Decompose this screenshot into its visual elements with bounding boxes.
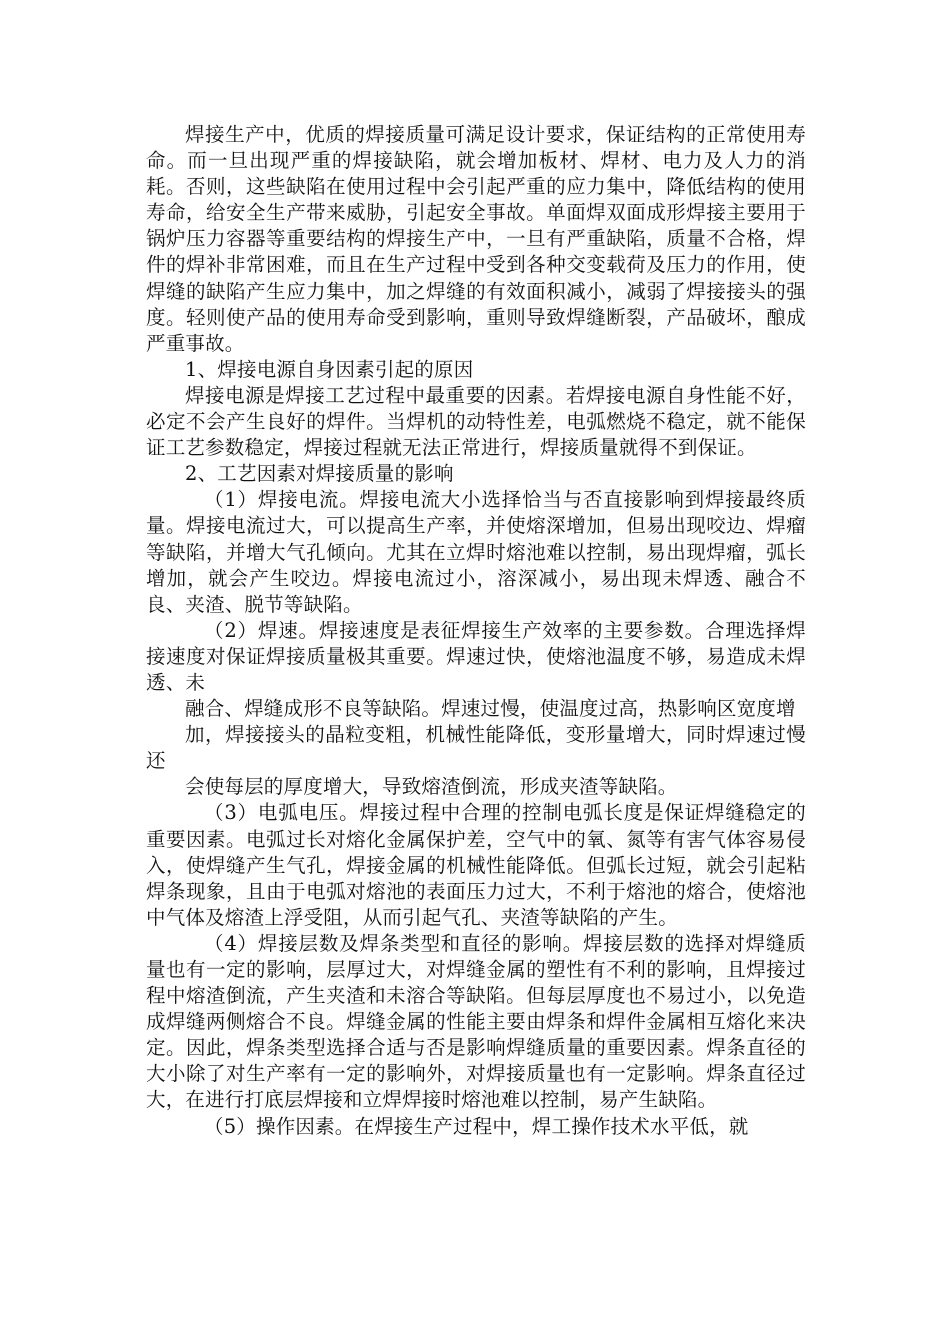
paragraph-arc-voltage: （3）电弧电压。焊接过程中合理的控制电弧长度是保证焊缝稳定的重要因素。电弧过长对熔化金属保护差，空气中的氧、氮等有害气体容易侵入，使焊缝产生气孔，焊接金属的机械性能降低。但弧长过短，就会引起粘焊条现象，且由于电弧对熔池的表面压力过大，不利于熔池的熔合，使熔池中气体及熔渣上浮受阻，从而引起气孔、夹渣等缺陷的产生。: [146, 801, 806, 929]
paragraph-welding-speed: （2）焊速。焊接速度是表征焊接生产效率的主要参数。合理选择焊接速度对保证焊接质量极其重要。焊速过快，使熔池温度不够，易造成未焊透、未: [146, 618, 806, 694]
paragraph-welding-speed-cont-3: 会使每层的厚度增大，导致熔渣倒流，形成夹渣等缺陷。: [185, 775, 678, 799]
paragraph-intro: 焊接生产中，优质的焊接质量可满足设计要求，保证结构的正常使用寿命。而一旦出现严重的焊接缺陷，就会增加板材、焊材、电力及人力的消耗。否则，这些缺陷在使用过程中会引起严重的应力集中，降低结构的使用寿命，给安全生产带来威胁，引起安全事故。单面焊双面成形焊接主要用于锅炉压力容器等重要结构的焊接生产中，一旦有严重缺陷，质量不合格，焊件的焊补非常困难，而且在生产过程中受到各种交变载荷及压力的作用，使焊缝的缺陷产生应力集中，加之焊缝的有效面积减小，减弱了焊接接头的强度。轻则使产品的使用寿命受到影响，重则导致焊缝断裂，产品破坏，酿成严重事故。: [146, 123, 806, 355]
paragraph-welding-speed-cont-2: 加，焊接接头的晶粒变粗，机械性能降低，变形量增大，同时焊速过慢还: [146, 723, 806, 773]
paragraph-power-source: 焊接电源是焊接工艺过程中最重要的因素。若焊接电源自身性能不好，必定不会产生良好的焊件。当焊机的动特性差，电弧燃烧不稳定，就不能保证工艺参数稳定，焊接过程就无法正常进行，焊接质量就得不到保证。: [146, 383, 806, 460]
paragraph-welding-current: （1）焊接电流。焊接电流大小选择恰当与否直接影响到焊接最终质量。焊接电流过大，可以提高生产率，并使熔深增加，但易出现咬边、焊瘤等缺陷，并增大气孔倾向。尤其在立焊时熔池难以控制，易出现焊瘤，弧长增加，就会产生咬边。焊接电流过小，溶深减小，易出现未焊透、融合不良、夹渣、脱节等缺陷。: [146, 488, 806, 616]
paragraph-layers-electrode: （4）焊接层数及焊条类型和直径的影响。焊接层数的选择对焊缝质量也有一定的影响，层厚过大，对焊缝金属的塑性有不利的影响，且焊接过程中熔渣倒流，产生夹渣和未溶合等缺陷。但每层厚度也不易过小，以免造成焊缝两侧熔合不良。焊缝金属的性能主要由焊条和焊件金属相互熔化来决定。因此，焊条类型选择合适与否是影响焊缝质量的重要因素。焊条直径的大小除了对生产率有一定的影响外，对焊接质量也有一定影响。焊条直径过大，在进行打底层焊接和立焊焊接时熔池难以控制，易产生缺陷。: [146, 931, 806, 1112]
section-heading-process-factors: 2、工艺因素对焊接质量的影响: [185, 462, 454, 486]
paragraph-welding-speed-cont-1: 融合、焊缝成形不良等缺陷。焊速过慢，使温度过高，热影响区宽度增: [185, 697, 796, 721]
section-heading-power-source: 1、焊接电源自身因素引起的原因: [185, 357, 474, 381]
document-body: [146, 122, 806, 1140]
paragraph-operation-factors: （5）操作因素。在焊接生产过程中，焊工操作技术水平低，就: [204, 1114, 749, 1138]
